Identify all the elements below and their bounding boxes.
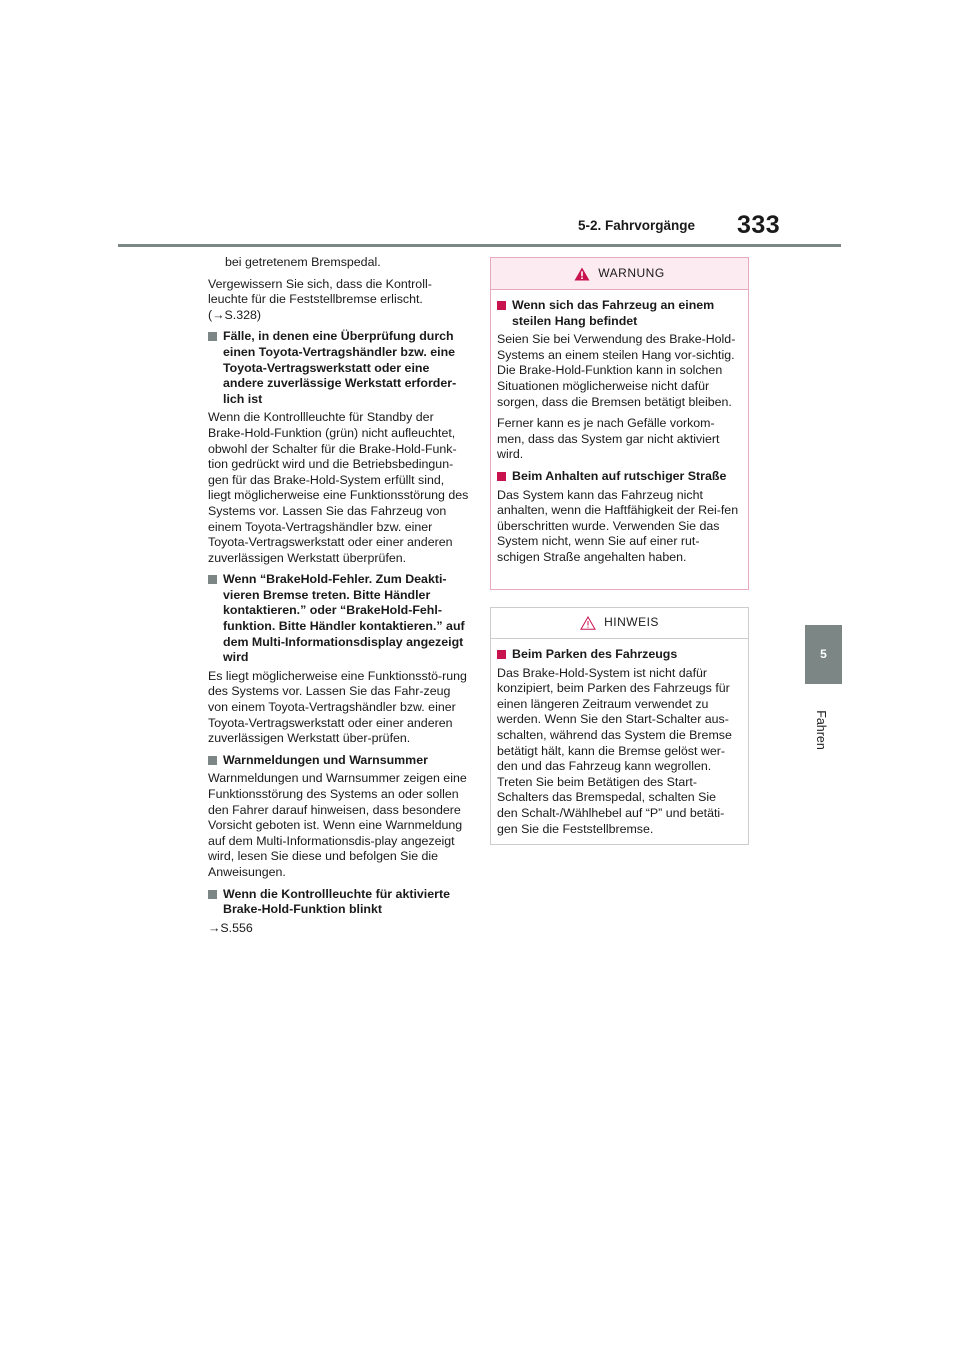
section-heading — [208, 572, 470, 666]
warning-heading — [497, 298, 740, 329]
section-body: Es liegt möglicherweise eine Funktionsstö-rung des Systems vor. Lassen Sie das Fahr-zeug von einem Toyota-Vertragshändler bzw. einer Toyota-Vertragswerkstatt oder einer anderen zuverlässigen Werkstatt über-prüfen. — [208, 668, 467, 746]
section-heading-text: Fälle, in denen eine Überprüfung durch einen Toyota-Vertragshändler bzw. eine Toyota-Vertragswerkstatt oder eine andere zuverlässige Werkstatt erforder-lich ist — [223, 329, 457, 406]
section-heading-text: Warnmeldungen und Warnsummer — [223, 752, 428, 767]
chapter-tab[interactable]: 5 — [805, 625, 842, 684]
warning-triangle-icon — [574, 267, 590, 281]
note-body — [491, 639, 748, 847]
square-bullet-icon — [497, 301, 506, 310]
page-reference-link[interactable]: →S.556 — [208, 920, 253, 935]
note-header — [491, 608, 748, 639]
section-heading — [208, 753, 470, 769]
square-bullet-icon — [208, 756, 217, 765]
warning-paragraph: Das System kann das Fahrzeug nicht anhalten, wenn die Haftfähigkeit der Rei-fen überschritten wurde. Verwenden Sie das System nicht, wenn Sie auf einer rut-schigen Straße angehalten haben. — [497, 487, 739, 564]
note-heading — [497, 647, 740, 663]
warning-heading-text: Beim Anhalten auf rutschiger Straße — [512, 468, 727, 483]
section-heading — [208, 887, 470, 918]
warning-title: WARNUNG — [598, 265, 665, 280]
section-heading-text: Wenn “BrakeHold-Fehler. Zum Deakti-vieren Bremse treten. Bitte Händler kontaktieren.” oder “BrakeHold-Fehl-funktion. Bitte Händler kontaktieren.” auf dem Multi-Informationsdisplay angezeigt wird — [223, 572, 465, 665]
warning-heading-text: Wenn sich das Fahrzeug an einem steilen Hang befindet — [512, 298, 715, 328]
section-heading — [208, 329, 470, 407]
square-bullet-icon — [208, 332, 217, 341]
section-title: 5-2. Fahrvorgänge — [578, 218, 696, 233]
note-box — [490, 607, 749, 845]
note-title: HINWEIS — [604, 615, 659, 630]
warning-paragraph: Seien Sie bei Verwendung des Brake-Hold-Systems an einem steilen Hang vor-sichtig. Die Brake-Hold-Funktion kann in solchen Situationen möglicherweise nicht dafür sorgen, dass die Bremsen betätigt bleiben. — [497, 332, 736, 409]
note-heading-text: Beim Parken des Fahrzeugs — [512, 647, 678, 661]
square-bullet-icon — [208, 890, 217, 899]
intro-note: Vergewissern Sie sich, dass die Kontroll-leuchte für die Feststellbremse erlischt. (→S.328) — [208, 276, 432, 322]
warning-box — [490, 257, 749, 590]
intro-text: bei getretenem Bremspedal. — [225, 255, 381, 269]
caution-triangle-icon — [580, 616, 596, 630]
square-bullet-icon — [497, 650, 506, 659]
section-body: Wenn die Kontrollleuchte für Standby der Brake-Hold-Funktion (grün) nicht aufleuchtet, obwohl der Schalter für die Brake-Hold-Funk-tion gedrückt wird und die Betriebsbedingun-gen für das Brake-Hold-System erfüllt sind, liegt möglicherweise eine Funktionsstörung des Systems vor. Lassen Sie das Fahrzeug von einem Toyota-Vertragshändler bzw. einer Toyota-Vertragswerkstatt oder einer anderen zuverlässigen Werkstatt überprüfen. — [208, 410, 469, 565]
section-heading-text: Wenn die Kontrollleuchte für aktivierte Brake-Hold-Funktion blinkt — [223, 886, 450, 917]
warning-heading — [497, 469, 740, 485]
square-bullet-icon — [208, 575, 217, 584]
warning-body — [491, 290, 748, 576]
left-column — [208, 255, 470, 942]
page-number: 333 — [737, 211, 781, 239]
section-body: Warnmeldungen und Warnsummer zeigen eine Funktionsstörung des Systems an oder sollen den Fahrer darauf hinweisen, dass besondere Vorsicht geboten ist. Wenn eine Warnmeldung auf dem Multi-Informationsdis-play angezeigt wird, lesen Sie diese und befolgen Sie die Anweisungen. — [208, 771, 467, 879]
header-rule — [118, 244, 841, 247]
chapter-title: Fahren — [814, 710, 828, 750]
warning-paragraph: Ferner kann es je nach Gefälle vorkom-men, dass das System gar nicht aktiviert wird. — [497, 416, 720, 462]
note-paragraph: Das Brake-Hold-System ist nicht dafür konzipiert, beim Parken des Fahrzeugs für einen längeren Zeitraum verwendet zu werden. Wenn Sie den Start-Schalter aus-schalten, während das System die Bremse betätigt hält, kann die Bremse gelöst wer-den und das Fahrzeug kann wegrollen. Treten Sie beim Betätigen des Start-Schalters das Bremspedal, schalten Sie den Schalt-/Wählhebel auf “P” und betäti-gen Sie die Feststellbremse. — [497, 665, 732, 836]
warning-header — [491, 258, 748, 290]
square-bullet-icon — [497, 472, 506, 481]
